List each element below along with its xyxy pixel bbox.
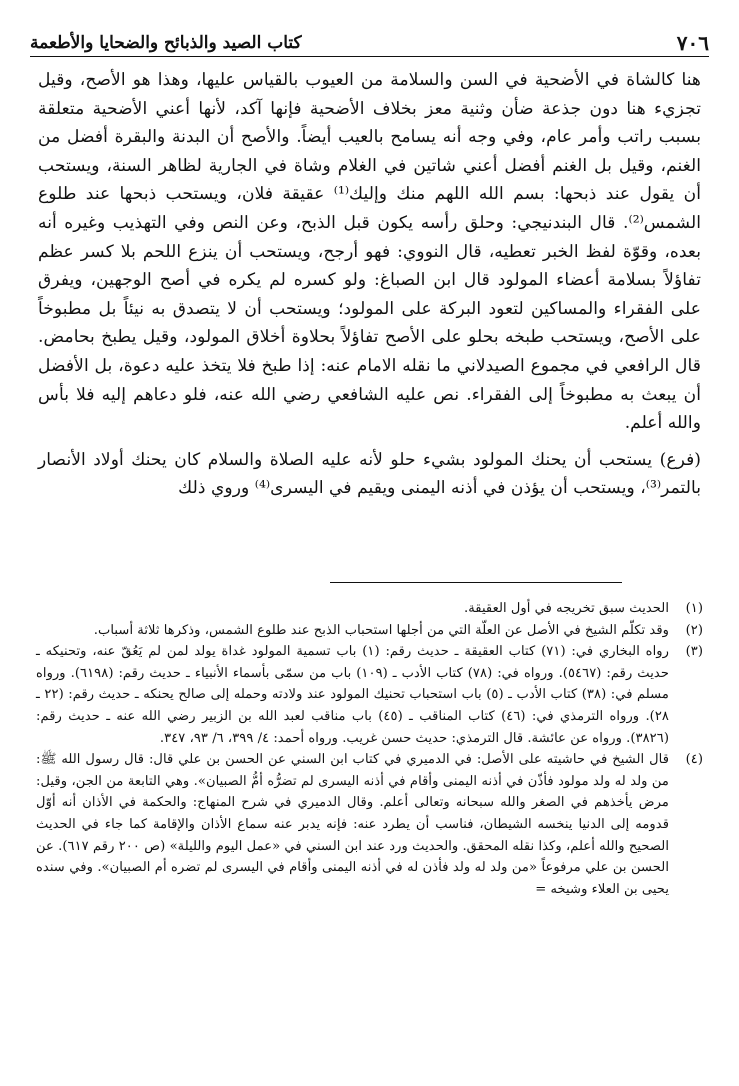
footnote-text: وقد تكلّم الشيخ في الأصل عن العلّة التي من أجلها استحباب الذبح عند طلوع الشمس، وذكرها ثلاثة أسباب.: [93, 622, 669, 638]
footnote-text: الحديث سبق تخريجه في أول العقيقة.: [464, 601, 669, 616]
footnote-4: [36, 749, 703, 900]
footnotes: [36, 598, 703, 900]
running-title: كتاب الصيد والذبائح والضحايا والأطعمة: [30, 33, 302, 53]
main-text: [38, 66, 701, 503]
main-paragraph: (فرع) يستحب أن يحنك المولود بشيء حلو لأنه عليه الصلاة والسلام كان يحنك أولاد الأنصار بالتمر⁽³⁾، ويستحب أن يؤذن في أذنه اليمنى ويقيم في اليسرى⁽⁴⁾ وروي ذلك: [38, 449, 701, 499]
page-number: ٧٠٦: [676, 31, 709, 55]
footnote-3: [36, 641, 703, 749]
footnote-number: (٤): [685, 752, 703, 768]
footnote-number: (١): [685, 601, 703, 616]
footnote-1: [36, 598, 703, 620]
footnote-number: (٣): [685, 644, 703, 660]
footnote-number: (٢): [685, 622, 703, 638]
footnote-2: [36, 620, 703, 642]
page-header: [30, 30, 709, 57]
main-paragraph: هنا كالشاة في الأضحية في السن والسلامة من العيوب بالقياس عليها، وهذا هو الأصح، وقيل تجزيء هنا دون جذعة ضأن وثنية معز بخلاف الأضحية فإنها آكد، لأنها أعني الأضحية متعلقة بسبب راتب وأمر عام، وفي وجه أنه يسامح بالعيب أيضاً. والأصح أن البدنة والبقرة أفضل من الغنم، وقيل بل الغنم أفضل أعني شاتين في الغلام وشاة في الجارية لظاهر السنة، ويستحب أن يقول عند ذبحها: بسم الله اللهم منك وإليك⁽¹⁾ عقيقة فلان، ويستحب ذبحها عند طلوع الشمس⁽²⁾. قال البندنيجي: وحلق رأسه يكون قبل الذبح، وعن النص وفي التهذيب وغيره أنه بعده، وقوّة لفظ الخبر تعطيه، قال النووي: فهو أرجح، ويستحب أن ينزع اللحم بلا كسر عظم تفاؤلاً بسلامة أعضاء المولود قال ابن الصباغ: ولو كسره لم يكره في أصح الوجهين، ويفرق على الفقراء والمساكين لتعود البركة على المولود؛ ويستحب أن لا يتصدق به نيئاً بل مطبوخاً على الأصح، ويستحب طبخه بحلو على الأصح تفاؤلاً بحلاوة أخلاق المولود، وقيل يطبخ بحامض. قال الرافعي في مجموع الصيدلاني ما نقله الامام عنه: إذا طبخ فلا يتخذ عليه دعوة، بل الأفضل أن يبعث به مطبوخاً إلى الفقراء. نص عليه الشافعي رضي الله عنه، فلو دعاهم إليه فلا بأس والله أعلم.: [38, 70, 702, 434]
footnote-text: رواه البخاري في: (٧١) كتاب العقيقة ـ حديث رقم: (١) باب تسمية المولود غداة يولد لمن لم يَعُقّ عنه، وتحنيكه ـ حديث رقم: (٥٤٦٧). ورواه في: (٧٨) كتاب الأدب ـ (١٠٩) باب من سمّى بأسماء الأنبياء ـ حديث رقم: (٦١٩٨). ورواه مسلم في: (٣٨) كتاب الأدب ـ (٥) باب استحباب تحنيك المولود عند ولادته وحمله إلى صالح يحنكه ـ حديث رقم: (٢٢ ـ ٢٨). ورواه الترمذي في: (٤٦) كتاب المناقب ـ (٤٥) باب مناقب لعبد الله بن الزبير رضي الله عنه ـ حديث رقم: (٣٨٢٦). ورواه عن عائشة. قال الترمذي: حديث حسن غريب. ورواه أحمد: ٤/ ٣٩٩، ٦/ ٩٣، ٣٤٧.: [36, 644, 670, 746]
footnote-text: قال الشيخ في حاشيته على الأصل: في الدميري في كتاب ابن السني عن الحسن بن علي قال: قال رسول الله ﷺ: من ولد له ولد مولود فأذّن في أذنه اليمنى وأقام في أذنه اليسرى لم تضرُّه أمُّ الصبيان». وهي التابعة من الجن، وقيل: مرض يأخذهم في الصغر والله سبحانه وتعالى أعلم. وقال الدميري في شرح المنهاج: والحكمة في الأذان أنه أوّل قدومه إلى الدنيا ينخسه الشيطان، فناسب أن يطرد عنه: فإنه يدبر عنه سماع الأذان والإقامة كما جاء في الحديث الصحيح والله أعلم، وكذا نقله المحقق. والحديث ورد عند ابن السني في «عمل اليوم والليلة» (ص ٢٠٠ رقم ٦١٧). عن الحسن بن علي مرفوعاً «من ولد له ولد فأذن له في أذنه اليمنى وأقام في اليسرى لم تضره أم الصبيان». وفي سنده يحيى بن العلاء وشيخه =: [36, 752, 669, 897]
footnote-divider: [330, 582, 622, 583]
